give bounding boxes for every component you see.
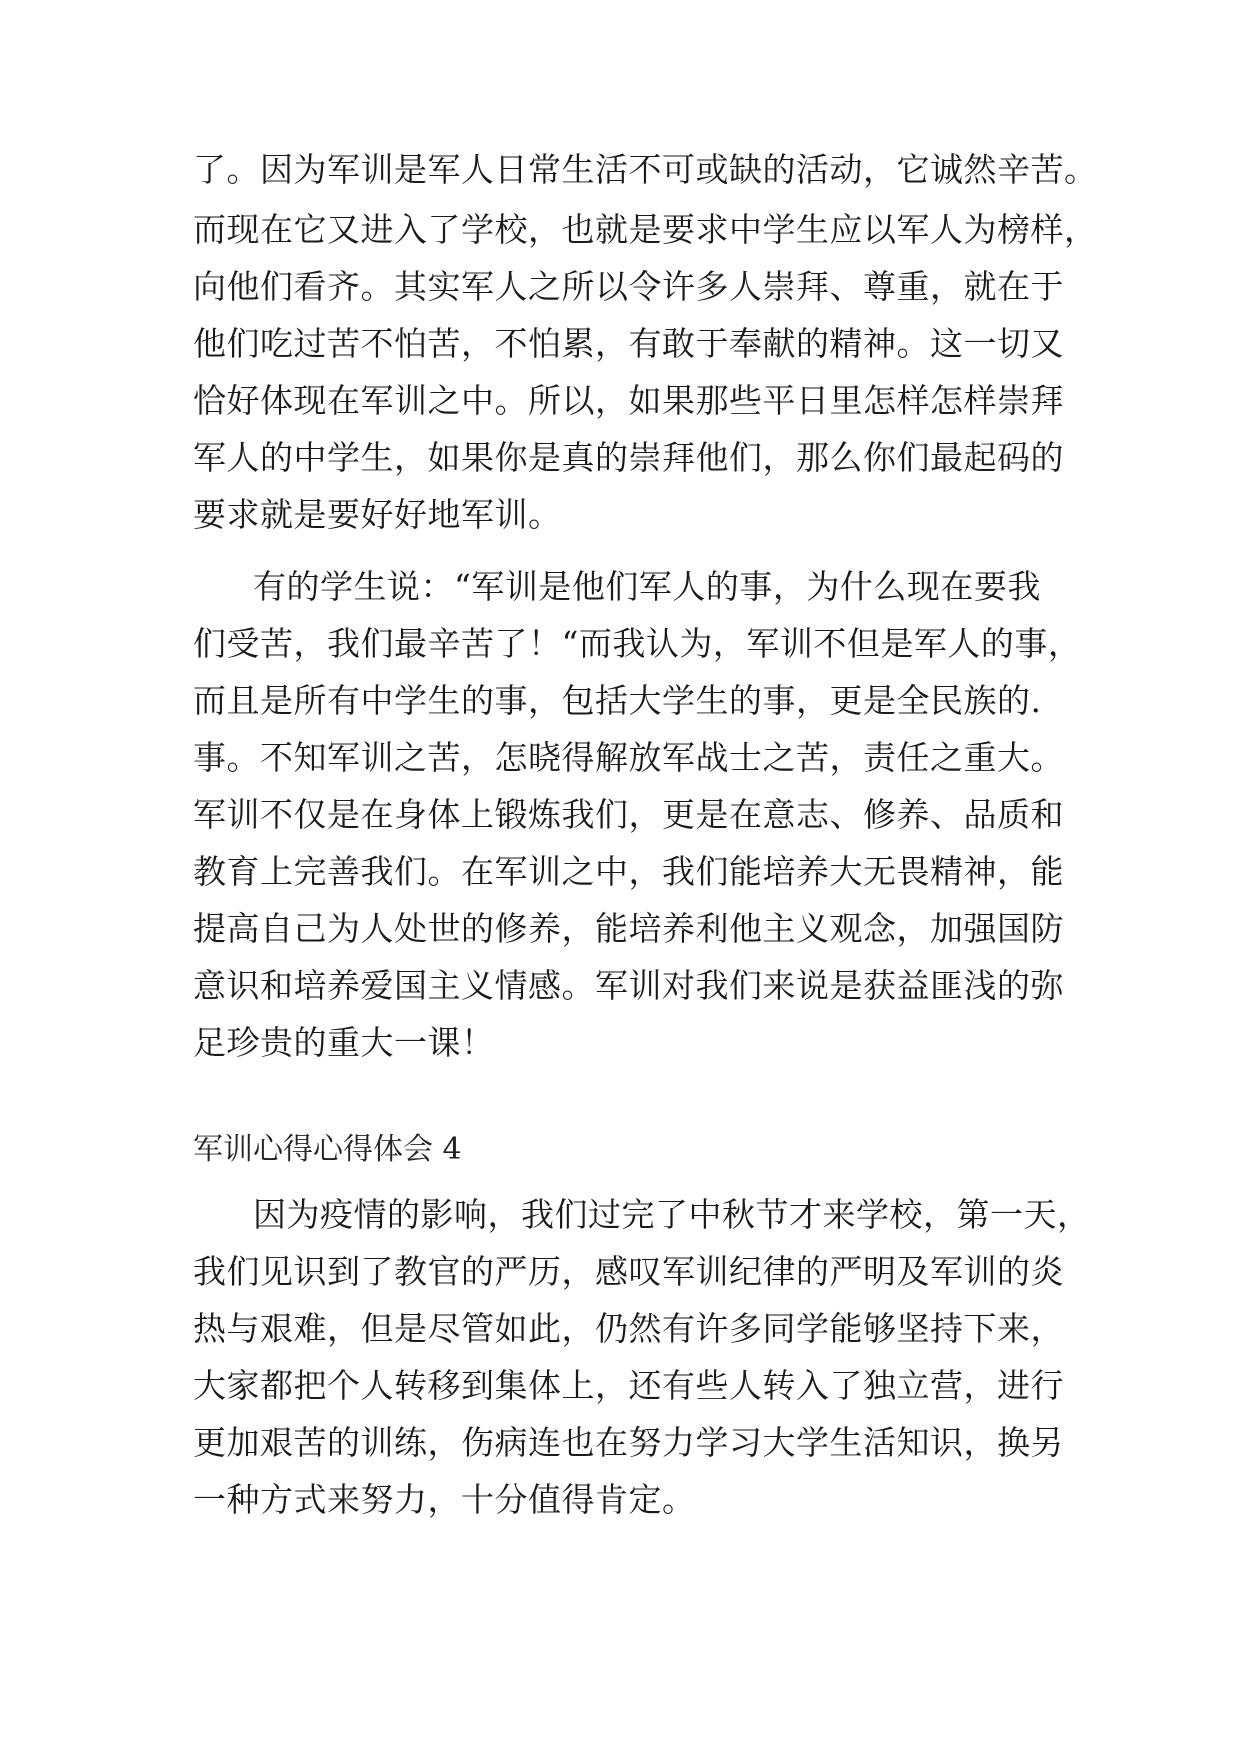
paragraph-line: 事。不知军训之苦，怎晓得解放军战士之苦，责任之重大。 bbox=[193, 738, 1064, 777]
paragraph-line: 军人的中学生，如果你是真的崇拜他们，那么你们最起码的 bbox=[193, 438, 1064, 477]
paragraph-line: 军训不仅是在身体上锻炼我们，更是在意志、修养、品质和 bbox=[193, 795, 1064, 834]
section-heading: 军训心得心得体会 4 bbox=[193, 1132, 462, 1167]
paragraph-line: 而现在它又进入了学校，也就是要求中学生应以军人为榜样， bbox=[193, 210, 1098, 249]
paragraph-line: 他们吃过苦不怕苦，不怕累，有敢于奉献的精神。这一切又 bbox=[193, 324, 1064, 363]
paragraph-line: 要求就是要好好地军训。 bbox=[193, 495, 562, 534]
paragraph-line: 足珍贵的重大一课！ bbox=[193, 1023, 495, 1062]
paragraph-line: 提高自己为人处世的修养，能培养利他主义观念，加强国防 bbox=[193, 909, 1064, 948]
paragraph-line: 恰好体现在军训之中。所以，如果那些平日里怎样怎样崇拜 bbox=[193, 381, 1064, 420]
paragraph-line: 们受苦，我们最辛苦了！“而我认为，军训不但是军人的事， bbox=[193, 624, 1082, 663]
paragraph-line: 一种方式来努力，十分值得肯定。 bbox=[193, 1480, 696, 1519]
paragraph-line: 更加艰苦的训练，伤病连也在努力学习大学生活知识，换另 bbox=[193, 1423, 1064, 1462]
paragraph-line: 热与艰难，但是尽管如此，仍然有许多同学能够坚持下来， bbox=[193, 1309, 1064, 1348]
paragraph-line: 因为疫情的影响，我们过完了中秋节才来学校，第一天， bbox=[253, 1195, 1091, 1234]
paragraph-line: 教育上完善我们。在军训之中，我们能培养大无畏精神，能 bbox=[193, 852, 1064, 891]
paragraph-line: 我们见识到了教官的严历，感叹军训纪律的严明及军训的炎 bbox=[193, 1252, 1064, 1291]
paragraph-line: 大家都把个人转移到集体上，还有些人转入了独立营，进行 bbox=[193, 1366, 1064, 1405]
paragraph-line: 向他们看齐。其实军人之所以令许多人崇拜、尊重，就在于 bbox=[193, 267, 1064, 306]
paragraph-line: 意识和培养爱国主义情感。军训对我们来说是获益匪浅的弥 bbox=[193, 966, 1064, 1005]
paragraph-line: 了。因为军训是军人日常生活不可或缺的活动，它诚然辛苦。 bbox=[193, 150, 1098, 189]
paragraph-line: 而且是所有中学生的事，包括大学生的事，更是全民族的. bbox=[193, 681, 1042, 720]
paragraph-line: 有的学生说：“军训是他们军人的事，为什么现在要我 bbox=[253, 567, 1041, 606]
